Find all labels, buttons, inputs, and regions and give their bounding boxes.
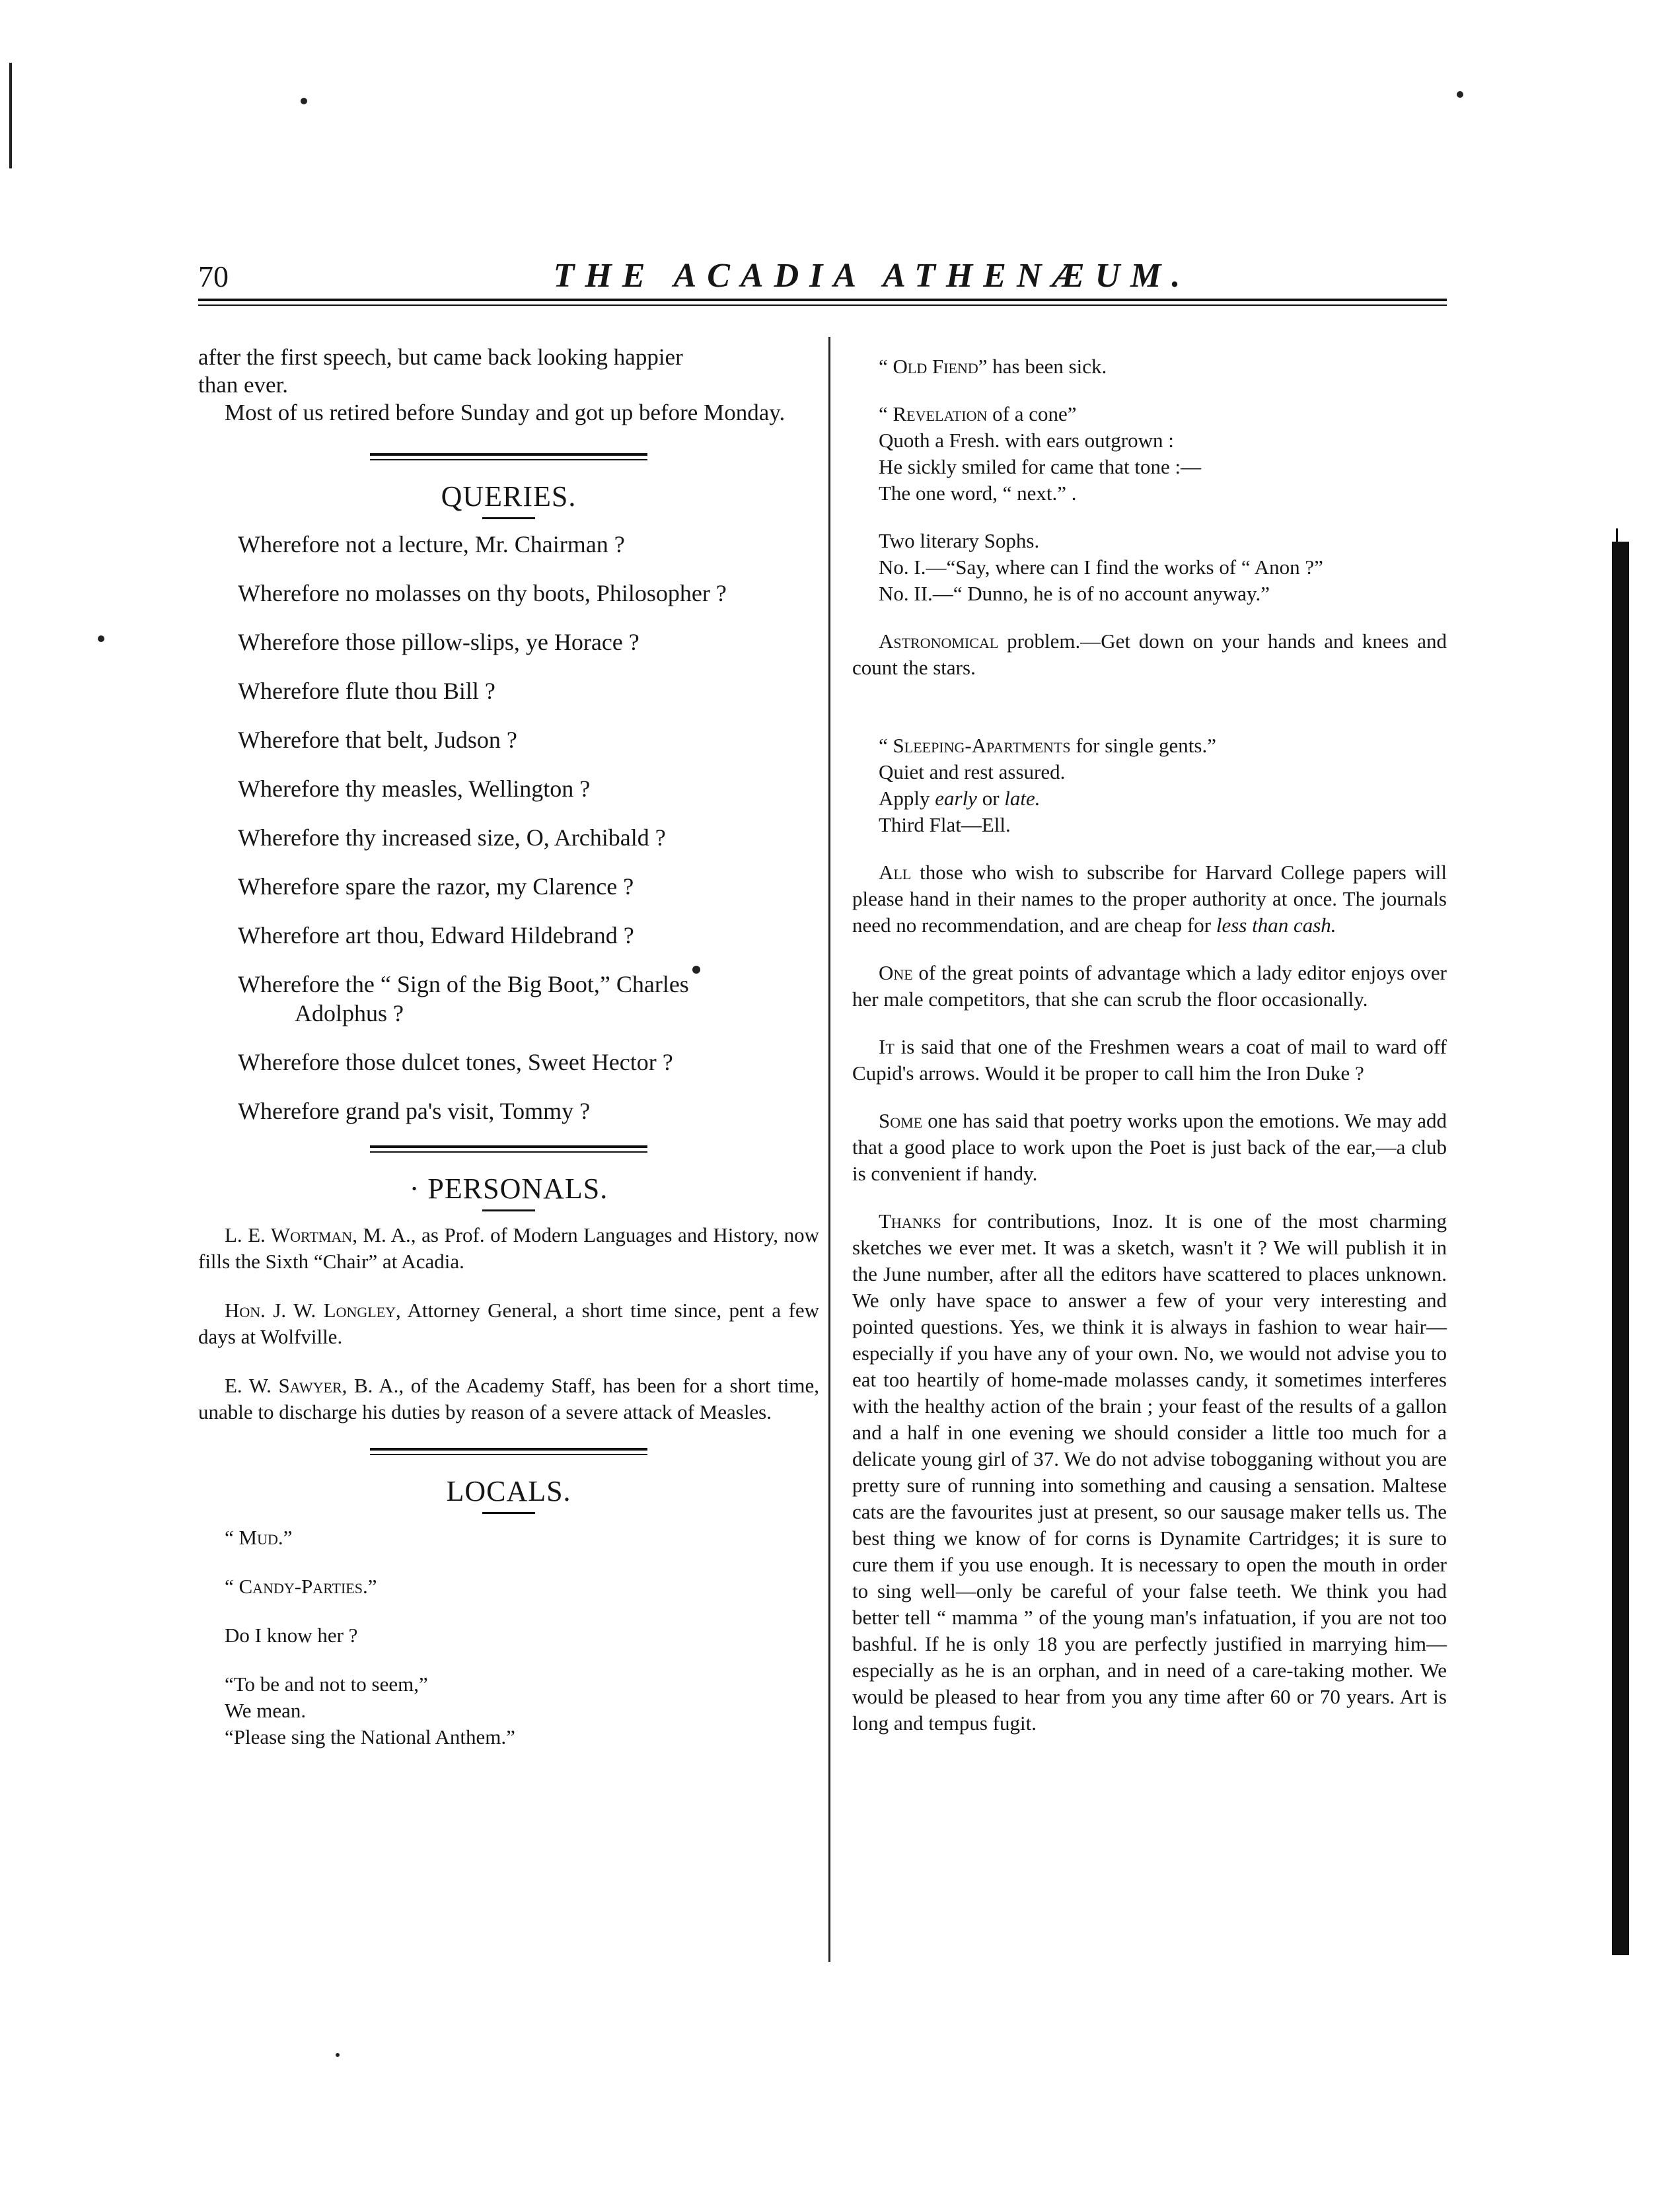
- personals-heading: · PERSONALS.: [409, 1172, 608, 1205]
- intro-line: than ever.: [198, 372, 289, 398]
- local-item: [852, 1208, 1447, 1737]
- local-item: “ Candy-Parties.”: [225, 1575, 377, 1598]
- query-item: Wherefore that belt, Judson ?: [238, 727, 517, 753]
- verse-line: [879, 401, 1447, 427]
- query-item: Wherefore grand pa's visit, Tommy ?: [238, 1098, 591, 1124]
- lead-word: All: [879, 861, 912, 884]
- local-text: for contributions, Inoz. It is one of the most charming sketches we ever met. It was a sketch, wasn't it ? We will publish it in the June number, after all the editors have scattered to places unknown. We only have space to answer a few of your very interesting and pointed questions. Yes, we think it is always in fashion to wear hair—especially if you have any of your own. No, we would not advise you to eat too heartily of home-made molasses candy, it sometimes interferes with the healthy action of the brain ; your feast of the results of a gallon and a half in one evening we should consider a little too much for a delicate young girl of 37. We do not advise tobogganing without you are pretty sure of running into something and causing a sensation. Maltese cats are the favourites just at present, so our sausage maker tells us. The best thing we know of for corns is Dynamite Cartridges; it is sure to cure them if you use enough. It is necessary to open the mouth in order to sing well—only be careful of your false teeth. We think you had better tell “ mamma ” of the young man's infatuation, if you are not too bashful. If he is only 18 you are perfectly justified in marrying him—especially as he is an orphan, and in need of a care-taking mother. We would be pleased to hear from you any time after 60 or 70 years. Art is long and tempus fugit.: [852, 1209, 1447, 1735]
- lead-word: One: [879, 961, 913, 984]
- local-item: [852, 1034, 1447, 1087]
- section-rule: [370, 453, 647, 460]
- heading-rule: [482, 517, 535, 519]
- section-rule: [370, 1145, 647, 1153]
- local-line: “Please sing the National Anthem.”: [225, 1725, 515, 1748]
- local-ad: [852, 733, 1447, 838]
- query-item: [238, 970, 819, 1028]
- personal-name: E. W. Sawyer: [225, 1374, 342, 1397]
- query-line: Adolphus ?: [295, 1000, 404, 1026]
- query-item: Wherefore not a lecture, Mr. Chairman ?: [238, 531, 625, 557]
- verse-text: of a cone”: [987, 402, 1077, 425]
- verse-line: He sickly smiled for came that tone :—: [879, 455, 1202, 478]
- personal-name: L. E. Wortman: [225, 1223, 353, 1246]
- ad-italic: early: [935, 787, 977, 810]
- query-item: Wherefore no molasses on thy boots, Philosopher ?: [238, 580, 727, 606]
- scan-speck: [336, 2053, 340, 2057]
- personal-item: [198, 1373, 819, 1425]
- local-verse: [852, 401, 1447, 507]
- personal-item: [198, 1222, 819, 1275]
- query-line: Wherefore the “ Sign of the Big Boot,” Charles: [238, 971, 689, 997]
- local-item: Do I know her ?: [225, 1624, 358, 1647]
- local-item: [852, 628, 1447, 681]
- local-line: No. II.—“ Dunno, he is of no account anyway.”: [879, 582, 1270, 605]
- query-item: Wherefore art thou, Edward Hildebrand ?: [238, 922, 634, 949]
- ad-text: or: [976, 787, 1005, 810]
- ad-line: Third Flat—Ell.: [879, 813, 1011, 836]
- verse-line: Quoth a Fresh. with ears outgrown :: [879, 429, 1174, 452]
- local-text: those who wish to subscribe for Harvard College papers will please hand in their names to the proper authority at once. The journals need no recommendation, and are cheap for: [852, 861, 1447, 937]
- local-text: one has said that poetry works upon the emotions. We may add that a good place to work upon the Poet is just back of the ear,—a club is convenient if handy.: [852, 1109, 1447, 1185]
- intro-line: after the first speech, but came back looking happier: [198, 344, 683, 370]
- lead-word: Thanks: [879, 1209, 941, 1233]
- left-column: [198, 343, 819, 1750]
- local-line: Two literary Sophs.: [879, 529, 1040, 552]
- local-item: [852, 859, 1447, 939]
- locals-heading: LOCALS.: [446, 1475, 571, 1507]
- lead-word: “ Sleeping-Apartments: [879, 734, 1071, 757]
- header-rule: [198, 299, 1447, 306]
- ad-italic: late.: [1004, 787, 1041, 810]
- lead-word: “ Old Fiend: [879, 355, 978, 378]
- lead-word: Some: [879, 1109, 923, 1132]
- local-line: “To be and not to seem,”: [225, 1672, 428, 1696]
- lead-word: Astronomical: [879, 629, 999, 653]
- personal-name: Hon. J. W. Longley: [225, 1299, 396, 1322]
- scan-speck: [98, 635, 104, 642]
- queries-list: [198, 530, 819, 1126]
- local-item: [225, 1671, 819, 1750]
- local-text: of the great points of advantage which a lady editor enjoys over her male competitors, that she can scrub the floor occasionally.: [852, 961, 1447, 1011]
- local-item: [852, 528, 1447, 607]
- query-item: Wherefore thy increased size, O, Archibald ?: [238, 824, 666, 851]
- intro-paragraph-2: Most of us retired before Sunday and got up before Monday.: [225, 400, 785, 425]
- intro-paragraph: [198, 343, 819, 399]
- personal-text: , M. A., as Prof. of Modern Languages and History, now fills the Sixth “Chair” at Acadia.: [198, 1223, 819, 1273]
- scan-speck: [301, 98, 307, 104]
- personal-text: , Attorney General, a short time since, pent a few days at Wolfville.: [198, 1299, 819, 1348]
- local-item: “ Mud.”: [225, 1526, 293, 1549]
- locals-list: [198, 1525, 819, 1750]
- query-item: Wherefore those dulcet tones, Sweet Hector ?: [238, 1049, 673, 1075]
- scan-edge-mark: [9, 63, 12, 168]
- local-item: [852, 353, 1447, 380]
- verse-line: The one word, “ next.” .: [879, 482, 1077, 505]
- local-item: [852, 1108, 1447, 1187]
- ad-line: [879, 733, 1447, 759]
- page-number: 70: [198, 260, 229, 293]
- personal-text: , B. A., of the Academy Staff, has been for a short time, unable to discharge his duties by reason of a severe attack of Measles.: [198, 1374, 819, 1423]
- lead-word: It: [879, 1035, 895, 1058]
- ad-text: Apply: [879, 787, 935, 810]
- ad-line: [879, 785, 1447, 812]
- personal-item: [198, 1297, 819, 1350]
- ad-line: Quiet and rest assured.: [879, 760, 1066, 783]
- section-rule: [370, 1448, 647, 1455]
- right-column: [852, 353, 1447, 1737]
- local-italic: less than cash.: [1216, 914, 1336, 937]
- scan-speck: [1457, 91, 1463, 98]
- local-text: ” has been sick.: [978, 355, 1107, 378]
- scan-edge-bar: [1612, 542, 1629, 1955]
- query-item: Wherefore those pillow-slips, ye Horace ?: [238, 629, 639, 655]
- local-item: [852, 960, 1447, 1013]
- column-divider: [828, 337, 830, 1962]
- running-head: THE ACADIA ATHENÆUM.: [553, 257, 1191, 295]
- heading-rule: [482, 1512, 535, 1514]
- local-line: No. I.—“Say, where can I find the works of “ Anon ?”: [879, 556, 1323, 579]
- ad-text: for single gents.”: [1070, 734, 1216, 757]
- query-item: Wherefore flute thou Bill ?: [238, 678, 495, 704]
- query-item: Wherefore spare the razor, my Clarence ?: [238, 873, 634, 900]
- queries-heading: QUERIES.: [441, 480, 577, 513]
- query-item: Wherefore thy measles, Wellington ?: [238, 775, 591, 802]
- local-text: problem.—Get down on your hands and knees and count the stars.: [852, 629, 1447, 679]
- local-line: We mean.: [225, 1699, 307, 1722]
- heading-rule: [482, 1209, 535, 1211]
- local-text: is said that one of the Freshmen wears a coat of mail to ward off Cupid's arrows. Would it be proper to call him the Iron Duke ?: [852, 1035, 1447, 1085]
- lead-word: “ Revelation: [879, 402, 988, 425]
